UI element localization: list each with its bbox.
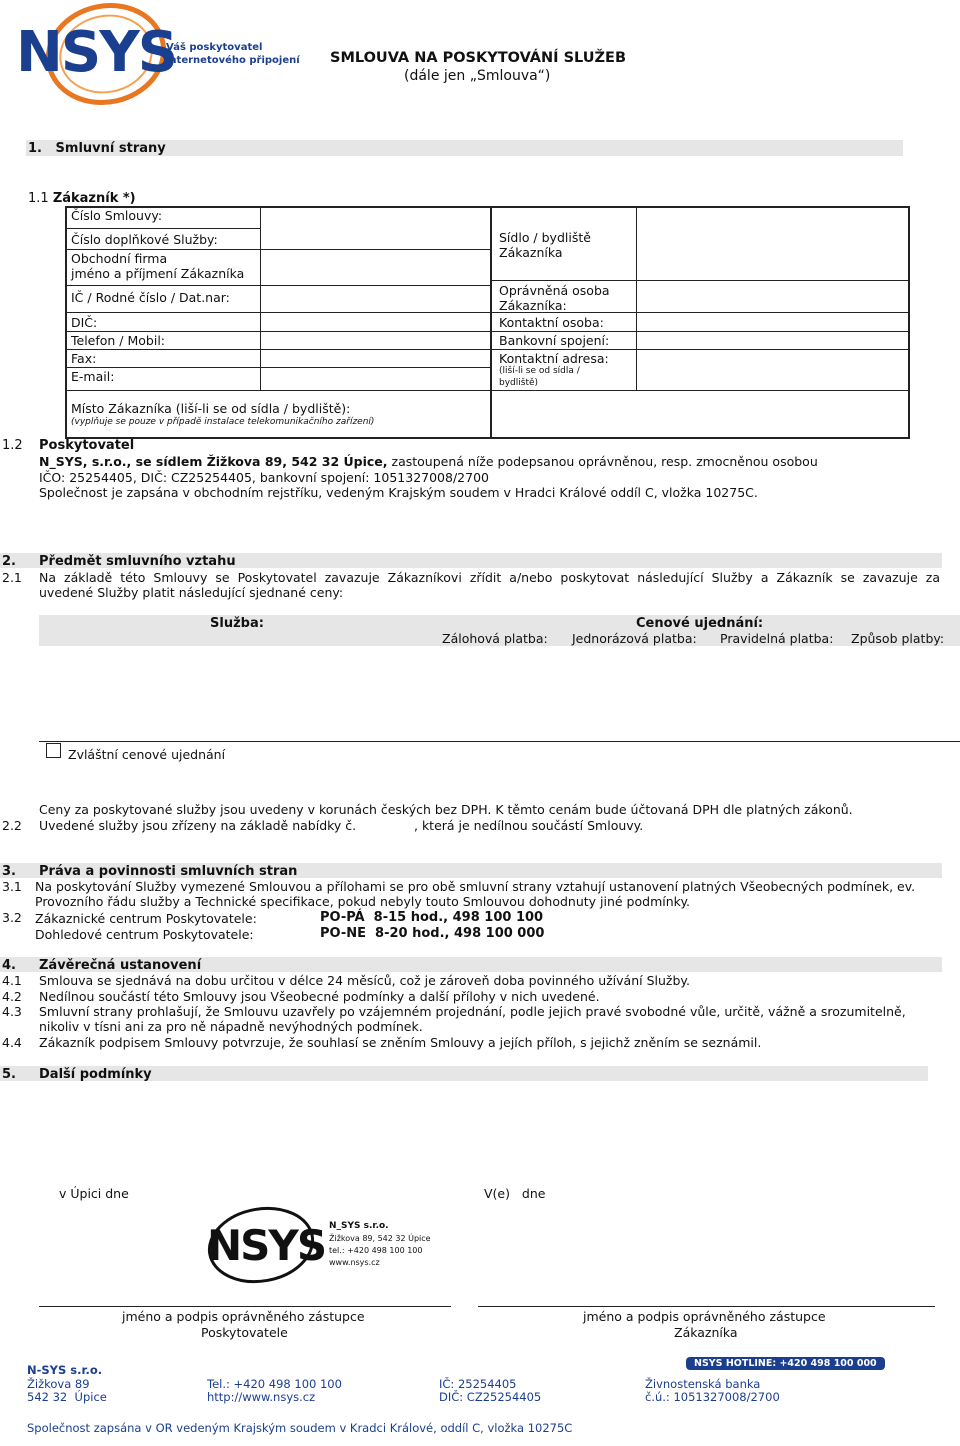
- p42-text: Nedílnou součástí této Smlouvy jsou Všeobecné podmínky a další přílohy v nich uvedené.: [39, 989, 600, 1004]
- signature-right-label: jméno a podpis oprávněného zástupce: [583, 1309, 826, 1324]
- field-customer-name: jméno a příjmení Zákazníka: [71, 266, 245, 281]
- p44-text: Zákazník podpisem Smlouvy potvrzuje, že souhlasí se zněním Smlouvy a jejích příloh, s jejichž zněním se seznámil.: [39, 1035, 762, 1050]
- field-fax: Fax:: [71, 351, 97, 366]
- signature-left-label: jméno a podpis oprávněného zástupce: [122, 1309, 365, 1324]
- col-onetime: Jednorázová platba:: [572, 631, 697, 646]
- signature-left-role: Poskytovatele: [201, 1325, 288, 1340]
- col-method: Způsob platby:: [851, 631, 945, 646]
- logo-tagline-2: internetového připojení: [166, 55, 300, 66]
- provider-heading-title: Poskytovatel: [39, 438, 135, 453]
- document-title: SMLOUVA NA POSKYTOVÁNÍ SLUŽEB: [330, 50, 627, 66]
- provider-name: N_SYS, s.r.o., se sídlem Žižkova 89, 542 32 Úpice,: [39, 454, 388, 469]
- footer-ic: IČ: 25254405: [439, 1377, 517, 1391]
- sign-place-left: v Úpici dne: [59, 1186, 129, 1201]
- logo: [16, 2, 300, 106]
- footer-web: http://www.nsys.cz: [207, 1390, 316, 1404]
- p31-line2: Provozního řádu služby a Technické specifikace, pokud nebyly touto Smlouvou dohodnuty jiné podmínky.: [35, 894, 691, 909]
- footer-dic: DIČ: CZ25254405: [439, 1390, 542, 1404]
- p21-line1: Na základě této Smlouvy se Poskytovatel zavazuje Zákazníkovi zřídit a/nebo poskytovat následující Služby a Zákazník se zavazuje za: [39, 570, 940, 585]
- field-authorized-person-2: Zákazníka:: [499, 298, 567, 313]
- col-price: Cenové ujednání:: [636, 616, 764, 631]
- special-price-label: Zvláštní cenové ujednání: [68, 747, 226, 762]
- special-price-checkbox[interactable]: [46, 743, 61, 758]
- field-customer-place-note: (vyplňuje se pouze v případě instalace telekomunikačního zařízení): [71, 417, 375, 427]
- section-4-num: 4.: [2, 958, 16, 973]
- p43-text-2: nikoliv v tísni ani za pro ně nápadně nevýhodných podmínek.: [39, 1019, 423, 1034]
- p43-num: 4.3: [2, 1004, 22, 1019]
- col-deposit: Zálohová platba:: [442, 631, 548, 646]
- monitoring-center-hours: PO-NE 8-20 hod., 498 100 000: [320, 926, 545, 941]
- signature-line-right: [478, 1306, 935, 1307]
- customer-heading-num: 1.1: [28, 191, 53, 206]
- company-stamp: [205, 1205, 435, 1287]
- field-residence: Sídlo / bydliště: [499, 230, 591, 245]
- footer-hotline: NSYS HOTLINE: +420 498 100 000: [686, 1357, 885, 1370]
- p41-text: Smlouva se sjednává na dobu určitou v délce 24 měsíců, což je zároveň doba povinného užívání Služby.: [39, 973, 690, 988]
- p22-tail: , která je nedílnou součástí Smlouvy.: [414, 818, 644, 833]
- section-3-num: 3.: [2, 864, 16, 879]
- provider-register: Společnost je zapsána v obchodním rejstříku, vedeným Krajským soudem v Hradci Králové oddíl C, vložka 10275C.: [39, 485, 758, 500]
- logo-wordmark: NSYS: [16, 20, 177, 85]
- provider-heading-num: 1.2: [2, 438, 23, 453]
- footer-account: č.ú.: 1051327008/2700: [645, 1390, 780, 1404]
- field-contact-person: Kontaktní osoba:: [499, 315, 604, 330]
- field-contact-address: Kontaktní adresa:: [499, 351, 609, 366]
- field-contact-address-note-2: bydliště): [499, 378, 539, 388]
- p21-num: 2.1: [2, 570, 22, 585]
- field-id-number: IČ / Rodné číslo / Dat.nar:: [71, 290, 230, 305]
- field-customer-place: Místo Zákazníka (liší-li se od sídla / bydliště):: [71, 401, 351, 416]
- field-contract-number: Číslo Smlouvy:: [71, 208, 163, 223]
- p31-line1: Na poskytování Služby vymezené Smlouvou a přílohami se pro obě smluvní strany vztahují ustanovení platných Všeobecných podmínek, ev.: [35, 879, 916, 894]
- section-3-title: Práva a povinnosti smluvních stran: [39, 864, 298, 879]
- provider-ids: IČO: 25254405, DIČ: CZ25254405, bankovní spojení: 1051327008/2700: [39, 470, 489, 485]
- col-regular: Pravidelná platba:: [720, 631, 834, 646]
- provider-line: [39, 454, 818, 469]
- p43-text: Smluvní strany prohlašují, že Smlouvu uzavřely po vzájemném projednání, podle jejich pravé svobodné vůle, určitě, vážně a srozumitelně,: [39, 1004, 906, 1019]
- monitoring-center-label: Dohledové centrum Poskytovatele:: [35, 927, 254, 942]
- section-5-title: Další podmínky: [39, 1067, 152, 1082]
- field-dic: DIČ:: [71, 315, 98, 330]
- field-residence-2: Zákazníka: [499, 245, 563, 260]
- stamp-web: www.nsys.cz: [329, 1258, 380, 1267]
- footer-register: Společnost zapsána v OR vedeným Krajským soudem v Kradci Králové, oddíl C, vložka 10275C: [27, 1421, 573, 1435]
- customer-center-hours: PO-PÁ 8-15 hod., 498 100 100: [320, 910, 544, 925]
- p41-num: 4.1: [2, 973, 22, 988]
- sign-place-right: V(e) dne: [484, 1186, 546, 1201]
- signature-right-role: Zákazníka: [674, 1325, 738, 1340]
- field-company: Obchodní firma: [71, 251, 168, 266]
- provider-representation: zastoupená níže podepsanou oprávněnou, resp. zmocněnou osobou: [387, 454, 818, 469]
- section-2-title: Předmět smluvního vztahu: [39, 554, 236, 569]
- customer-heading-title: Zákazník *): [52, 191, 136, 206]
- p21-line2: uvedené Služby platit následující sjednané ceny:: [39, 585, 344, 600]
- logo-tagline-1: Váš poskytovatel: [166, 42, 263, 53]
- section-1-title: 1. Smluvní strany: [28, 141, 166, 156]
- footer-company: N-SYS s.r.o.: [27, 1363, 103, 1377]
- field-phone: Telefon / Mobil:: [71, 333, 166, 348]
- p22-num: 2.2: [2, 818, 22, 833]
- field-contact-address-note: (liší-li se od sídla /: [499, 366, 580, 376]
- p44-num: 4.4: [2, 1035, 22, 1050]
- customer-center-label: Zákaznické centrum Poskytovatele:: [35, 911, 257, 926]
- stamp-company: N_SYS s.r.o.: [329, 1221, 389, 1231]
- p22-text: Uvedené služby jsou zřízeny na základě nabídky č.: [39, 818, 357, 833]
- prices-note: Ceny za poskytované služby jsou uvedeny v korunách českých bez DPH. K těmto cenám bude účtovaná DPH dle platných zákonů.: [39, 802, 853, 817]
- field-authorized-person: Oprávněná osoba: [499, 283, 610, 298]
- section-4-title: Závěrečná ustanovení: [39, 958, 202, 973]
- footer-street: Žižkova 89: [27, 1377, 90, 1391]
- field-email: E-mail:: [71, 369, 115, 384]
- special-price-line: [39, 741, 960, 742]
- col-service: Služba:: [210, 616, 264, 631]
- footer-bank: Živnostenská banka: [645, 1377, 761, 1391]
- footer-tel: Tel.: +420 498 100 100: [207, 1377, 342, 1391]
- stamp-address: Žižkova 89, 542 32 Úpice: [329, 1234, 431, 1243]
- document-subtitle: (dále jen „Smlouva“): [404, 68, 551, 84]
- field-addon-number: Číslo doplňkové Služby:: [71, 232, 218, 247]
- section-2-num: 2.: [2, 554, 16, 569]
- customer-heading: [28, 191, 136, 206]
- signature-line-left: [39, 1306, 451, 1307]
- section-5-num: 5.: [2, 1067, 16, 1082]
- p42-num: 4.2: [2, 989, 22, 1004]
- stamp-phone: tel.: +420 498 100 100: [329, 1246, 423, 1255]
- footer-city: 542 32 Úpice: [27, 1390, 107, 1404]
- field-bank: Bankovní spojení:: [499, 333, 610, 348]
- p31-num: 3.1: [2, 879, 22, 894]
- stamp-wordmark: NSYS: [207, 1221, 326, 1270]
- p32-num: 3.2: [2, 910, 22, 925]
